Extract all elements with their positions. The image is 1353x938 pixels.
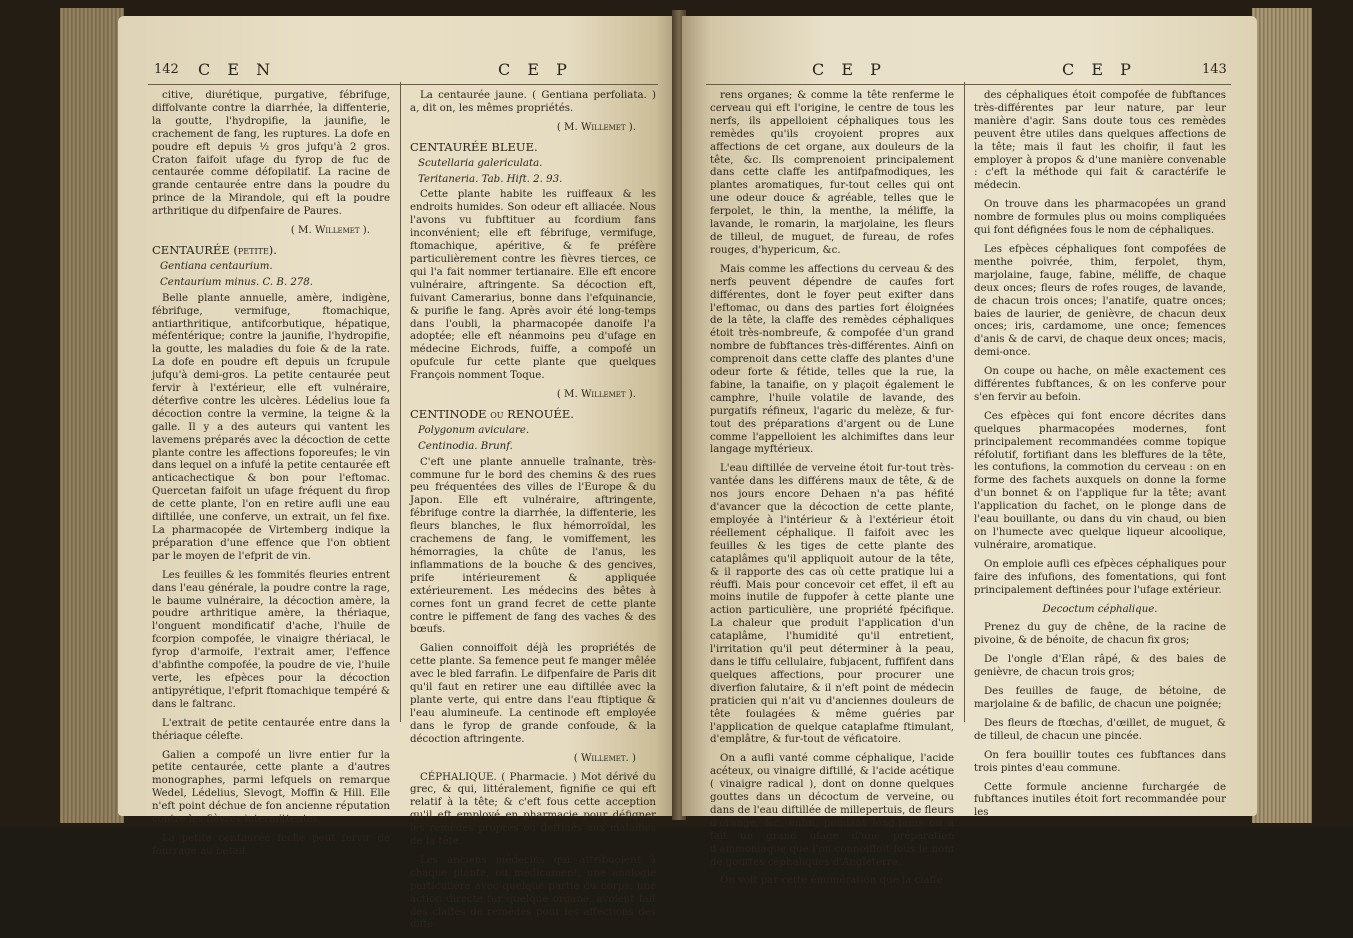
entry-heading: CENTINODE ou RENOUÉE. <box>410 406 574 421</box>
entry-heading: CENTAURÉE (petite). <box>152 242 277 257</box>
column-rule <box>964 82 965 722</box>
paragraph: Les efpèces céphaliques font compofées de menthe poivrée, thim, ferpolet, thym, marjolaine, fauge, fabine, méliffe, de chaque deux onces; fleurs de rofes rouges, de lavande, de chacun trois onces; l'anatife, quatre onces; baies de laurier, de genièvre, de chacun deux onces; iris, cardamome, une once; femences d'anis & de carvi, de chaque deux onces; macis, demi-once. <box>974 243 1226 359</box>
paragraph: Galien a compofé un livre entier fur la petite centaurée, cette plante a d'autres monographes, parmi lefquels on remarque Wedel, Lédelius, Slevogt, Moffin & Hill. Elle n'eft point déchue de fon ancienne réputation contre les fièvres intermittentes. <box>152 749 390 826</box>
paragraph: La centaurée jaune. ( Gentiana perfoliata. ) a, dit on, les mêmes propriétés. <box>410 90 656 114</box>
column-rule <box>400 82 401 722</box>
left-page <box>118 16 678 931</box>
author-signature: ( M. Willemet ). <box>290 225 370 237</box>
right-page-column-2 <box>974 90 1226 826</box>
paragraph: On a aufli vanté comme céphalique, l'acide acéteux, ou vinaigre diftillé, & l'acide acétique ( vinaigre radical ), dont on donne quelques gouttes dans un décoctum de verveine, ou dans de l'eau diftillée de millepertuis, de fleurs d'orange, &c. enfin, pendant long-tems on a fait un grand ufage d'une préparation d'ammoniaque que l'on connoiffoit fous le nom de gouttes céphaliques d'Angleterre. <box>710 753 954 868</box>
author-signature: ( Willemet. ) <box>573 752 636 764</box>
author-signature: ( M. Willemet ). <box>556 121 636 133</box>
paragraph: Cette plante habite les ruiffeaux & les endroits humides. Son odeur eft alliacée. Nous l'avons vu fubftituer au fcordium fans inconvénient; elle eft fébrifuge, vermifuge, ftomachique, apéritive, & fe préfère particulièrement contre les fièvres tierces, ce qui l'a fait nommer tertianaire. Elle eft encore vulnéraire, aftringente. Sa décoction eft, fuivant Camerarius, bonne dans l'efquinancie, & purifie le fang. Après avoir été long-temps dans l'oubli, la pharmacopée danoife l'a adoptée; elle eft néanmoins peu d'ufage en médecine Eichrods, fuiffe, a compofé un opufcule fur cette plante que quelques François nomment Toque. <box>410 189 656 382</box>
paragraph: des céphaliques étoit compofée de fubftances très-différentes par leur nature, par leur manière d'agir. Sans doute tous ces remèdes peuvent être utiles dans quelques affections de la tête; mais il faut les choifir, il faut les employer à propos & d'une manière convenable : c'eft la méthode qui fait & caractérife le médecin. <box>974 90 1226 192</box>
paragraph: On trouve dans les pharmacopées un grand nombre de formules plus ou moins compliquées qui font défignées fous le nom de céphaliques. <box>974 199 1226 237</box>
paragraph: On emploie aufli ces efpèces céphaliques pour faire des infufions, des fomentations, qui font principalement deftinées pour l'ufage extérieur. <box>974 558 1226 596</box>
paragraph: Prenez du guy de chêne, de la racine de pivoine, & de bénoite, de chacun fix gros; <box>974 622 1226 647</box>
running-head-right: C E P <box>498 60 573 79</box>
synonym-line: Teritaneria. Tab. Hift. 2. 93. <box>418 173 563 185</box>
page-edges-left <box>60 8 124 823</box>
right-page <box>682 16 1257 887</box>
paragraph: On voit par cette énumération que la claffe <box>720 875 943 887</box>
paragraph: Galien connoiffoit déjà les propriétés de cette plante. Sa femence peut fe manger mêlée avec le bled farrafin. Le difpenfaire de Paris dit qu'il faut en retirer une eau diftillée avec la plante verte, qui entre dans l'eau ftiptique & l'eau alumineufe. La centinode eft employée dans le fyrop de grande confoude, & la décoction aftringente. <box>410 643 656 745</box>
paragraph: citive, diurétique, purgative, fébrifuge, diffolvante contre la diarrhée, la diffenterie, la goutte, l'hydropifie, la jaunifie, le crachement de fang, les ruptures. La dofe en poudre eft depuis ½ gros jufqu'à 2 gros. Craton faifoit ufage du fyrop de fuc de centaurée comme défopilatif. La racine de grande centaurée entre dans la poudre du prince de la Mirandole, qui eft la poudre arthritique du difpenfaire de Paures. <box>152 90 390 218</box>
synonym-line: Centinodia. Brunf. <box>418 440 513 452</box>
paragraph: Des fleurs de ftœchas, d'œillet, de muguet, & de tilleul, de chacun une pincée. <box>974 717 1226 742</box>
synonym-line: Polygonum aviculare. <box>418 424 530 436</box>
entry-heading: CENTAURÉE BLEUE. <box>410 139 538 154</box>
paragraph: De l'ongle d'Elan râpé, & des baies de genièvre, de chacun trois gros; <box>974 654 1226 679</box>
synonym-line: Centaurium minus. C. B. 278. <box>160 276 314 288</box>
paragraph: Les anciens médecins qui attribuoient à chaque plante, ou médicament, une analogie particulière avec quelque partie du corps, une action directe fur quelque organe, avoient fait des claffes de remèdes pour les affections des diffé- <box>410 854 656 931</box>
paragraph: L'eau diftillée de verveine étoit fur-tout très-vantée dans les différens maux de tête, & de nos jours encore Dehaen n'a pas héfité d'avancer que la décoction de cette plante, employée à l'intérieur & à l'extérieur étoit réellement céphalique. Il faifoit avec les feuilles & les tiges de cette plante des cataplâmes qu'il appliquoit autour de la tête, & il rapporte des cas où cette pratique lui a réuffi. Mais pour concevoir cet effet, il eft au moins inutile de fuppofer à cette plante une action particulière, une propriété fpécifique. La chaleur que produit l'application d'un cataplâme, l'humidité qu'il entretient, l'irritation qu'il peut déterminer à la peau, dans le tiffu cellulaire, fubjacent, fuffifent dans quelques affections, pour procurer une diverfion falutaire, & il n'eft point de médecin praticien qui n'ait vu d'anciennes douleurs de tête foulagées & même guéries par l'application de quelque cataplafme ftimulant, d'emplâtre, & fur-tout de véficatoire. <box>710 463 954 746</box>
paragraph: Les feuilles & les fommités fleuries entrent dans l'eau générale, la poudre contre la rage, le baume vulnéraire, la décoction amère, la poudre arthritique amère, la thériaque, l'onguent mondificatif d'ache, l'huile de fcorpion compofée, le vinaigre thériacal, le fyrop d'armoife, l'extrait amer, l'effence d'abfinthe compofée, la poudre de vie, l'huile verte, les efpèces pour la décoction antipyrétique, l'efprit ftomachique tempéré & dans le faltranc. <box>152 569 390 710</box>
paragraph: C'eft une plante annuelle traînante, très-commune fur le bord des chemins & des rues peu fréquentées des villes de l'Europe & du Japon. Elle eft vulnéraire, aftringente, fébrifuge contre la diarrhée, la diffenterie, les fleurs blanches, le flux hémorroïdal, les crachemens de fang, le vomiffement, les hémorragies, la chûte de l'anus, les inflammations de la bouche & des gencives, prife intérieurement & appliquée extérieurement. Les médecins des bêtes à cornes font un grand fecret de cette plante contre le piffement de fang des vaches & des bœufs. <box>410 456 656 636</box>
paragraph: Decoctum céphalique. <box>1042 603 1158 615</box>
paragraph: La petite centaurée feche peut fervir de fourrage au bétail. <box>152 832 390 857</box>
page-number-right: 143 <box>1202 62 1227 77</box>
running-head-left: C E N <box>198 60 277 79</box>
left-page-column-2 <box>410 90 656 938</box>
header-rule <box>148 84 658 85</box>
paragraph: L'extrait de petite centaurée entre dans la thériaque célefte. <box>152 717 390 742</box>
right-page-column-1 <box>710 90 954 894</box>
paragraph: Des feuilles de fauge, de bétoine, de marjolaine & de bafilic, de chacun une poignée; <box>974 686 1226 710</box>
synonym-line: Scutellaria galericulata. <box>418 157 543 169</box>
author-signature: ( M. Willemet ). <box>556 389 636 401</box>
paragraph: rens organes; & comme la tête renferme le cerveau qui eft l'origine, le centre de tous les nerfs, ils appelloient céphaliques tous les remèdes qu'ils croyoient propres aux affections de cet organe, aux douleurs de la tête, &c. Ils comprenoient principalement dans cette claffe les antifpafmodiques, les plantes aromatiques, fur-tout celles qui ont une odeur douce & agréable, telles que le ferpolet, le thin, la menthe, la méliffe, la lavande, le romarin, la marjolaine, les fleurs de tilleul, de muguet, de fureau, de rofes rouges, d'hypericum, &c. <box>710 90 954 256</box>
paragraph: Cette formule ancienne furchargée de fubftances inutiles étoit fort recommandée pour les <box>974 781 1226 819</box>
synonym-line: Gentiana centaurium. <box>160 260 273 272</box>
paragraph: CÉPHALIQUE. ( Pharmacie. ) Mot dérivé du grec, & qui, littéralement, fignifie ce qui eft relatif à la tête; & c'eft fous cette acception qu'il eft employé en pharmacie pour défigner les remèdes propres ou deftinés aux maladies de la tête. <box>410 771 656 848</box>
running-head-left: C E P <box>812 60 887 79</box>
paragraph: Mais comme les affections du cerveau & des nerfs peuvent dépendre de caufes fort différentes, dont le foyer peut exifter dans l'eftomac, ou dans des parties fort éloignées de la tête, la claffe des remèdes céphaliques étoit très-nombreufe, & compofée d'un grand nombre de fubftances très-différentes. Ainfi on comprenoit dans cette claffe des plantes d'une odeur forte & fétide, telles que la rue, la fabine, la tanaifie, on y plaçoit également le camphre, l'huile volatile de lavande, des purgatifs réfineux, l'agaric du melèze, & fur-tout des préparations d'argent ou de Lune comme l'appelloient les alchimiftes dans leur langage myftérieux. <box>710 263 954 456</box>
header-rule <box>706 84 1231 85</box>
running-head-right: C E P <box>1062 60 1137 79</box>
left-page-column-1 <box>152 90 390 865</box>
paragraph: On coupe ou hache, on mêle exactement ces différentes fubftances, & on les conferve pour s'en fervir au befoin. <box>974 366 1226 403</box>
paragraph: Ces efpèces qui font encore décrites dans quelques pharmacopées modernes, font principalement recommandées comme topique réfolutif, fortifiant dans les bleffures de la tête, les contufions, la commotion du cerveau : on en forme des fachets auxquels on donne la forme d'un bonnet & on l'applique fur la tête; avant l'application du fachet, on le plonge dans de l'eau bouillante, ou dans du vin chaud, ou bien on l'humecte avec quelque liqueur alcoolique, vulnéraire, aromatique. <box>974 410 1226 551</box>
paragraph: Belle plante annuelle, amère, indigène, fébrifuge, vermifuge, ftomachique, antiarthritique, antifcorbutique, hépatique, méfentérique; contre la jaunifie, l'hydropifie, la goutte, les maladies du foie & de la rate. La dofe en poudre eft depuis un fcrupule jufqu'à demi-gros. La petite centaurée peut fervir à l'extérieur, elle eft vulnéraire, déterfive contre les ulcères. Lédelius loue fa décoction contre la vermine, la teigne & la galle. Il y a des auteurs qui vantent les lavemens préparés avec la décoction de cette plante contre les affections foporeufes; le vin dans lequel on a infufé la petite centaurée eft anticachectique & bon pour l'eftomac. Quercetan faifoit un ufage fréquent du firop de cette plante, l'on en retire aufli une eau diftillée, une conferve, un extrait, un fel fixe. La pharmacopée de Virtemberg indique la préparation d'une effence que l'on obtient par le moyen de l'efprit de vin. <box>152 292 390 562</box>
page-number-left: 142 <box>154 62 179 77</box>
page-edges-right <box>1252 8 1312 823</box>
paragraph: On fera bouillir toutes ces fubftances dans trois pintes d'eau commune. <box>974 749 1226 774</box>
